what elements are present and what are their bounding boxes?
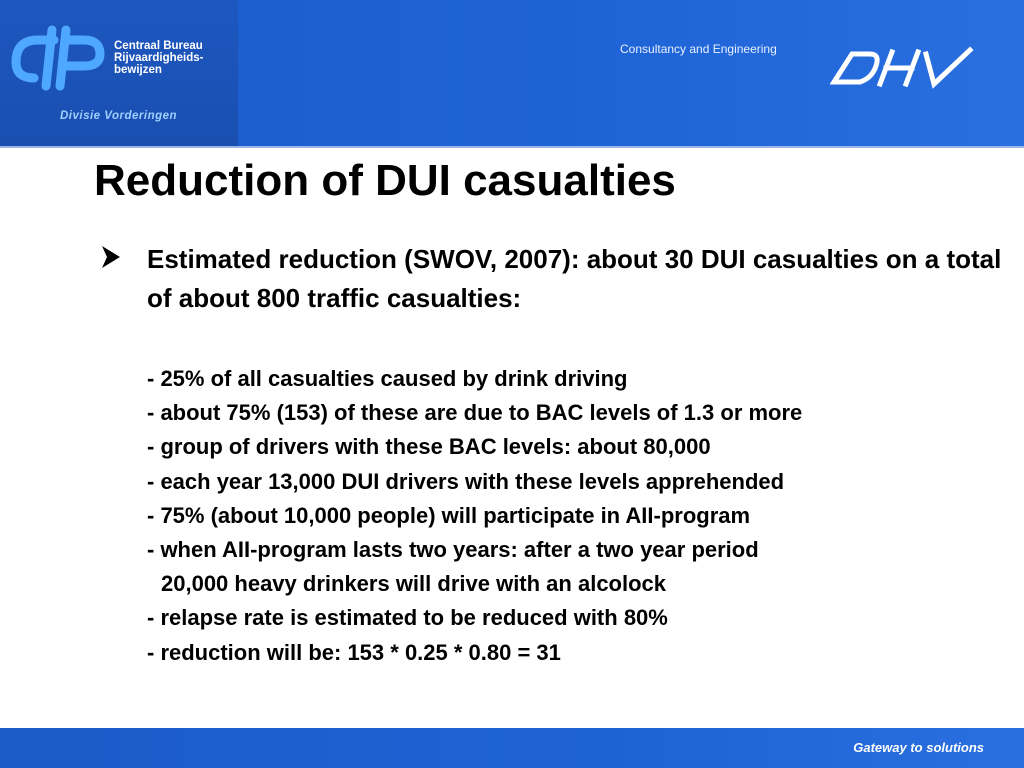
cbr-logo-icon bbox=[8, 22, 108, 92]
detail-line: - 25% of all casualties caused by drink driving bbox=[147, 366, 628, 391]
detail-line: - each year 13,000 DUI drivers with these levels apprehended bbox=[147, 468, 785, 494]
cbr-name-line-2: Rijvaardigheids- bbox=[114, 52, 204, 64]
dhv-logo-icon bbox=[830, 42, 980, 92]
detail-line-continuation: 20,000 heavy drinkers will drive with an alcolock bbox=[161, 571, 667, 597]
detail-line: - 75% (about 10,000 people) will participate in AII-program bbox=[147, 502, 751, 528]
detail-line: - reduction will be: 153 * 0.25 * 0.80 = 31 bbox=[147, 639, 561, 665]
tagline: Consultancy and Engineering bbox=[620, 42, 777, 56]
main-bullet: Estimated reduction (SWOV, 2007): about 30 DUI casualties on a total of about 800 traffic casualties: bbox=[147, 244, 1002, 313]
arrow-bullet-icon bbox=[100, 244, 122, 270]
detail-list bbox=[147, 362, 802, 670]
cbr-name-line-1: Centraal Bureau bbox=[114, 40, 203, 52]
cbr-org-name bbox=[114, 40, 234, 76]
detail-line: - relapse rate is estimated to be reduced with 80% bbox=[147, 605, 668, 631]
slide-title: Reduction of DUI casualties bbox=[94, 156, 676, 205]
division-label: Divisie Vorderingen bbox=[60, 110, 178, 122]
footer-tagline: Gateway to solutions bbox=[853, 740, 984, 755]
detail-line: - about 75% (153) of these are due to BAC levels of 1.3 or more bbox=[147, 400, 803, 426]
detail-line: - when AII-program lasts two years: after a two year period bbox=[147, 537, 759, 563]
cbr-name-line-3: bewijzen bbox=[114, 64, 162, 76]
header-divider bbox=[0, 146, 1024, 148]
footer-band bbox=[0, 728, 1024, 768]
cbr-logo-panel bbox=[0, 0, 238, 146]
detail-line: - group of drivers with these BAC levels: about 80,000 bbox=[147, 434, 711, 460]
